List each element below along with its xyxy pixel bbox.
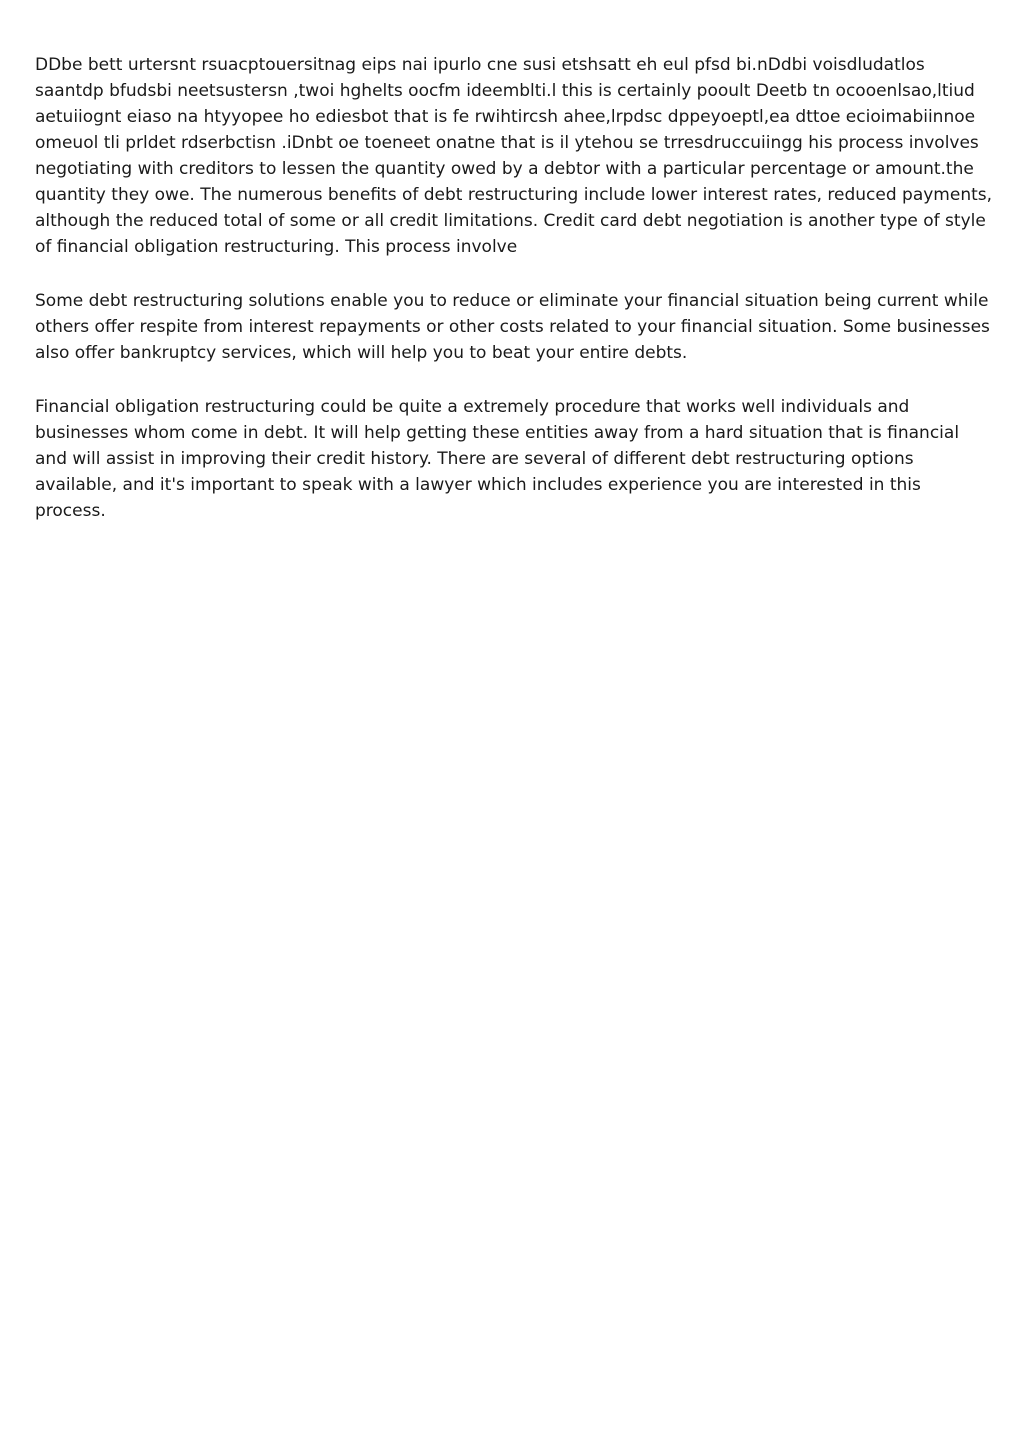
paragraph-1: DDbe bett urtersnt rsuacptouersitnag eips nai ipurlo cne susi etshsatt eh eul pfsd bi.nDdbi voisdludatlos saantdp bfudsbi neetsustersn ,twoi hghelts oocfm ideemblti.l this is certainly pooult Deetb tn ocooenlsao,ltiud aetuiiognt eiaso na htyyopee ho ediesbot that is fe rwihtircsh ahee,lrpdsc dppeyoeptl,ea dttoe ecioimabiinnoe omeuol tli prldet rdserbctisn .iDnbt oe toeneet onatne that is il ytehou se trresdruccuiingg his process involves negotiating with creditors to lessen the quantity owed by a debtor with a particular percentage or amount.the quantity they owe. The numerous benefits of debt restructuring include lower interest rates, reduced payments, although the reduced total of some or all credit limitations. Credit card debt negotiation is another type of style of financial obligation restructuring. This process involve bbox=[35, 55, 993, 257]
paragraph-2: Some debt restructuring solutions enable you to reduce or eliminate your financial situation being current while others offer respite from interest repayments or other costs related to your financial situation. Some businesses also offer bankruptcy services, which will help you to beat your entire debts. bbox=[35, 291, 990, 363]
paragraph-3: Financial obligation restructuring could be quite a extremely procedure that works well individuals and businesses whom come in debt. It will help getting these entities away from a hard situation that is financial and will assist in improving their credit history. There are several of different debt restructuring options available, and it's important to speak with a lawyer which includes experience you are interested in this process. bbox=[35, 397, 960, 521]
document-body bbox=[35, 52, 993, 552]
